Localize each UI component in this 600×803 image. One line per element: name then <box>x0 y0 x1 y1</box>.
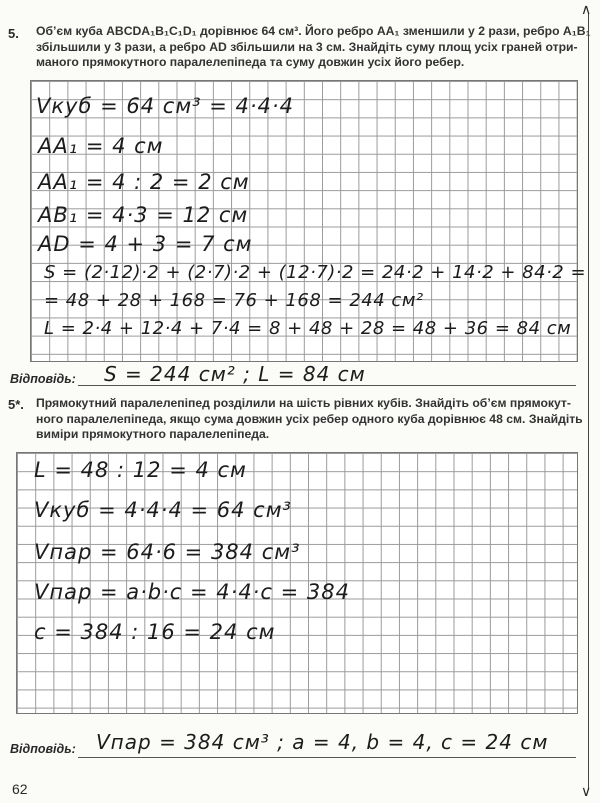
task-5-text <box>36 24 592 71</box>
task-5star-number: 5*. <box>8 397 24 412</box>
task-5star-text <box>36 396 592 443</box>
task-5star-work-line: Vкуб = 4·4·4 = 64 см³ <box>34 498 292 522</box>
task-5-text-line: Об’єм куба ABCDA₁B₁C₁D₁ дорівнює 64 см³. Його ребро AA₁ зменшили у 2 рази, ребро A₁B₁ <box>36 24 591 38</box>
task-5star-work-line: L = 48 : 12 = 4 см <box>34 458 247 482</box>
task-5star-answer-label: Відповідь: <box>10 742 76 756</box>
task-5-work-line: AD = 4 + 3 = 7 см <box>38 232 253 256</box>
task-5-text-line: збільшили у 3 рази, а ребро AD збільшили на 3 см. Знайдіть суму площ усіх граней отри- <box>36 39 578 54</box>
task-5-work-line: AB₁ = 4·3 = 12 см <box>38 203 249 227</box>
task-5-work-line: = 48 + 28 + 168 = 76 + 168 = 244 см² <box>44 290 424 311</box>
task-5star-text-line: виміри прямокутного паралелепіпеда. <box>36 427 270 441</box>
task-5star-work-line: Vпар = a·b·c = 4·4·c = 384 <box>34 580 350 604</box>
task-5-answer: S = 244 см² ; L = 84 см <box>104 362 366 386</box>
task-5-number: 5. <box>8 26 19 41</box>
task-5-answer-label: Відповідь: <box>10 372 76 386</box>
task-5star-work-line: Vпар = 64·6 = 384 см³ <box>34 540 301 564</box>
arrow-down-icon: ∨ <box>581 784 592 800</box>
task-5-work-line: AA₁ = 4 : 2 = 2 см <box>38 170 250 194</box>
task-5-work-line: Vкуб = 64 см³ = 4·4·4 <box>36 94 294 118</box>
task-5-work-line: L = 2·4 + 12·4 + 7·4 = 8 + 48 + 28 = 48 + 36 = 84 см <box>44 318 572 339</box>
task-5-work-line: AA₁ = 4 см <box>38 134 164 158</box>
task-5-work-line: S = (2·12)·2 + (2·7)·2 + (12·7)·2 = 24·2 + 14·2 + 84·2 = <box>44 262 587 283</box>
task-5star-text-line: Прямокутний паралелепіпед розділили на шість рівних кубів. Знайдіть об’єм прямокут- <box>36 396 571 410</box>
task-5star-work-line: c = 384 : 16 = 24 см <box>34 620 276 644</box>
page-number: 62 <box>12 781 28 797</box>
task-5star-answer: Vпар = 384 см³ ; a = 4, b = 4, c = 24 см <box>96 730 549 754</box>
side-arrow-line <box>588 14 589 790</box>
task-5star-text-line: ного паралелепіпеда, якщо сума довжин усіх ребер одного куба дорівнює 48 см. Знайдіть <box>36 411 583 426</box>
task-5star-answer-line <box>78 757 576 758</box>
arrow-up-icon: ∧ <box>581 2 592 18</box>
task-5-text-line: маного прямокутного паралелепіпеда та суму довжин усіх його ребер. <box>36 55 465 69</box>
